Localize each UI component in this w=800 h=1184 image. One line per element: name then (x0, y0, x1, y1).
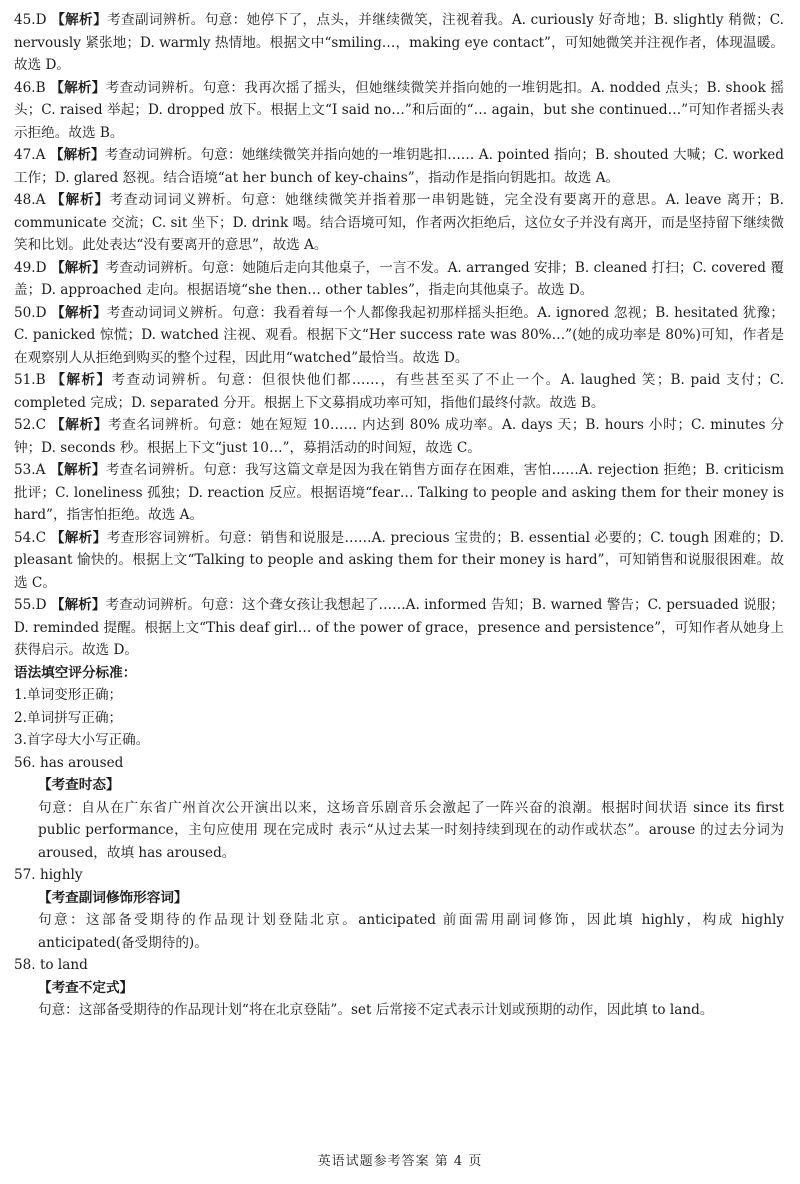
answer-body (14, 9, 784, 1022)
answer-item-54: 54.C 【解析】考查形容词辨析。句意：销售和说服是……A. precious 宝贵的；B. essential 必要的；C. tough 困难的；D. pleasant 愉快的。根据上文“Talking to people and asking them for their money is hard”，可知销售和说服很困难。故选 C。 (14, 529, 785, 591)
grammar-item-58-title: 58. to land (14, 957, 88, 973)
grammar-item-57-heading: 【考查副词修饰形容词】 (38, 889, 188, 906)
answer-item-47: 47.A 【解析】考查动词辨析。句意：她继续微笑并指向她的一堆钥匙扣…… A. pointed 指向；B. shouted 大喊；C. worked 工作；D. glared 怒视。结合语境“at her bunch of key-chains”，指动作是指向钥匙扣。故选 A。 (14, 147, 785, 186)
grammar-rule-1: 1.单词变形正确； (14, 687, 123, 703)
answer-item-52: 52.C 【解析】考查名词辨析。句意：她在短短 10…… 内达到 80% 成功率。A. days 天；B. hours 小时；C. minutes 分钟；D. seconds 秒。根据上下文“just 10…”，募捐活动的时间短，故选 C。 (14, 417, 784, 456)
grammar-standard-title: 语法填空评分标准： (14, 664, 137, 681)
grammar-item-56-text: 句意：自从在广东省广州首次公开演出以来，这场音乐剧音乐会激起了一阵兴奋的浪潮。根据时间状语 since its first public performance，主句应使用 现在完成时 表示“从过去某一时刻持续到现在的动作或状态”。arouse 的过去分词为 aroused，故填 has aroused。 (38, 799, 784, 861)
answer-item-53: 53.A 【解析】考查名词辨析。句意：我写这篇文章是因为我在销售方面存在困难，害怕……A. rejection 拒绝；B. criticism 批评；C. loneliness 孤独；D. reaction 反应。根据语境“fear… Talking to people and asking them for their money is hard”，指害怕拒绝。故选 A。 (14, 462, 785, 523)
grammar-item-56-heading: 【考查时态】 (38, 777, 120, 793)
grammar-item-56-title: 56. has aroused (14, 754, 124, 771)
grammar-item-57-explanation (14, 887, 784, 955)
answer-item-46: 46.B 【解析】考查动词辨析。句意：我再次摇了摇头，但她继续微笑并指向她的一堆钥匙扣。A. nodded 点头；B. shook 摇头；C. raised 举起；D. dropped 放下。根据上文“I said no…”和后面的“… again，but she continued…”可知作者摇头表示拒绝。故选 B。 (14, 79, 784, 141)
grammar-item-56-explanation (14, 774, 784, 864)
answer-item-45: 45.D 【解析】考查副词辨析。句意：她停下了，点头，并继续微笑，注视着我。A. curiously 好奇地；B. slightly 稍微；C. nervously 紧张地；D. warmly 热情地。根据文中“smiling…，making eye contact”，可知她微笑并注视作者，体现温暖。故选 D。 (14, 12, 785, 73)
grammar-item-58-heading: 【考查不定式】 (38, 979, 134, 996)
grammar-item-58-text: 句意：这部备受期待的作品现计划“将在北京登陆”。set 后常接不定式表示计划或预期的动作，因此填 to land。 (38, 1002, 714, 1018)
grammar-item-57-title: 57. highly (14, 867, 83, 883)
answer-item-49: 49.D 【解析】考查动词辨析。句意：她随后走向其他桌子，一言不发。A. arranged 安排；B. cleaned 打扫；C. covered 覆盖；D. approached 走向。根据语境“she then… other tables”，指走向其他桌子。故选 D。 (14, 259, 784, 298)
answer-item-51: 51.B 【解析】考查动词辨析。句意：但很快他们都……，有些甚至买了不止一个。A. laughed 笑；B. paid 支付；C. completed 完成；D. separated 分开。根据上下文募捐成功率可知，指他们最终付款。故选 B。 (14, 372, 785, 411)
grammar-item-58-explanation (14, 977, 784, 1022)
grammar-item-57-text: 句意：这部备受期待的作品现计划登陆北京。anticipated 前面需用副词修饰，因此填 highly，构成 highly anticipated(备受期待的)。 (38, 912, 784, 951)
answer-item-55: 55.D 【解析】考查动词辨析。句意：这个聋女孩让我想起了……A. informed 告知；B. warned 警告；C. persuaded 说服；D. reminded 提醒。根据上文“This deaf girl… of the power of grace，presence and persistence”，可知作者从她身上获得启示。故选 D。 (14, 597, 784, 658)
grammar-rule-3: 3.首字母大小写正确。 (14, 732, 150, 748)
answer-item-48: 48.A 【解析】考查动词词义辨析。句意：她继续微笑并指着那一串钥匙链，完全没有要离开的意思。A. leave 离开；B. communicate 交流；C. sit 坐下；D. drink 喝。结合语境可知，作者两次拒绝后，这位女子并没有离开，而是坚持留下继续微笑和比划。此处表达“没有要离开的意思”，故选 A。 (14, 192, 784, 253)
grammar-rule-2: 2.单词拼写正确； (14, 709, 123, 726)
answer-item-50: 50.D 【解析】考查动词词义辨析。句意：我看着每一个人都像我起初那样摇头拒绝。A. ignored 忽视；B. hesitated 犹豫；C. panicked 惊慌；D. watched 注视、观看。根据下文“Her success rate was 80%…”(她的成功率是 80%)可知，作者是在观察别人从拒绝到购买的整个过程，因此用“watched”最恰当。故选 D。 (14, 304, 785, 366)
page-footer: 英语试题参考答案 第 4 页 (317, 1154, 483, 1169)
